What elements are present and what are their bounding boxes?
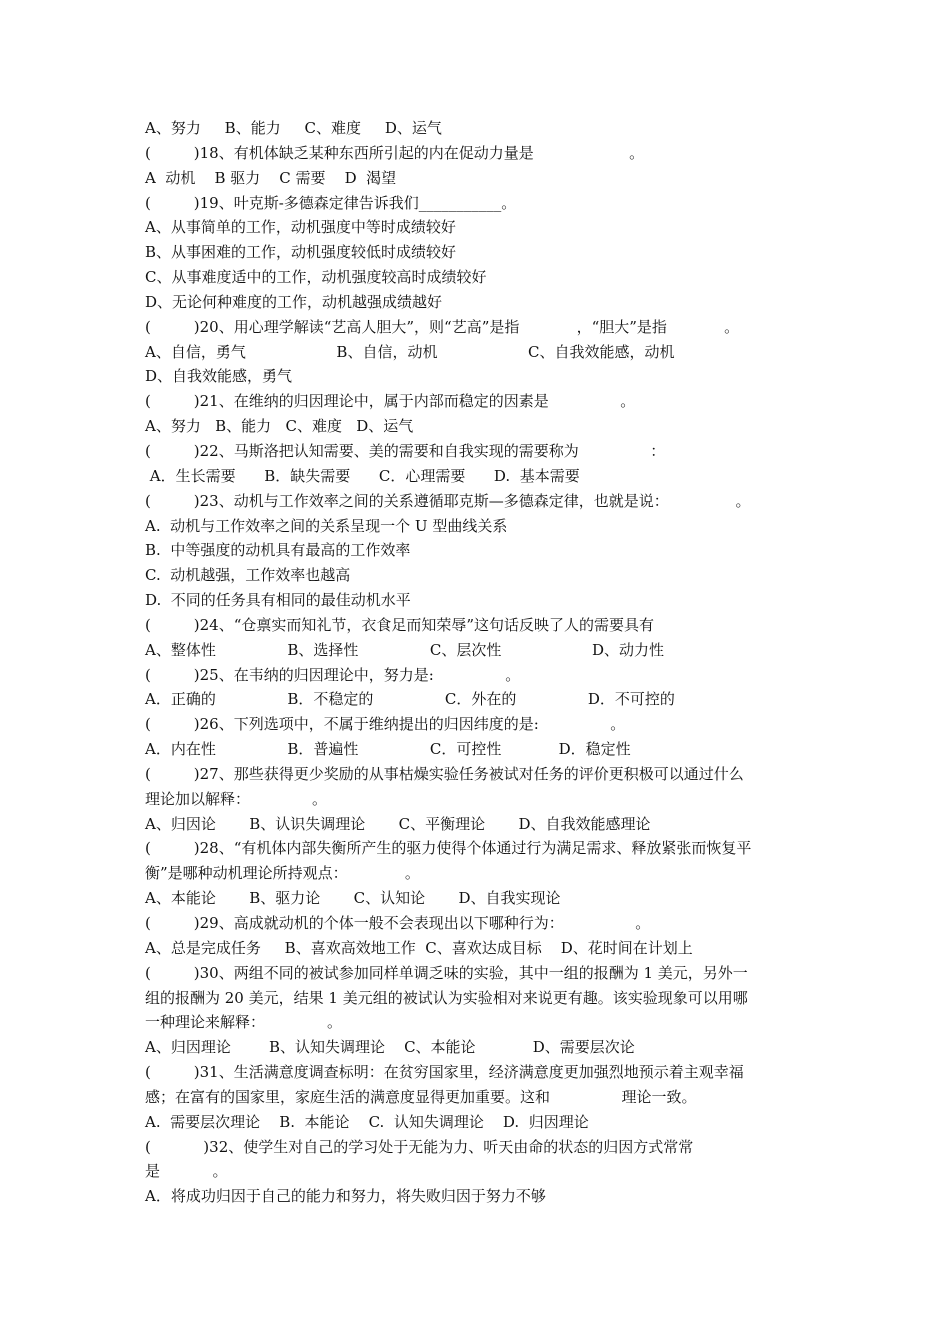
question-32-cont: 是 。 — [145, 1162, 228, 1181]
question-30: ( )30、两组不同的被试参加同样单调乏味的实验，其中一组的报酬为 1 美元，另外一 — [145, 963, 748, 982]
question-27: ( )27、那些获得更少奖励的从事枯燥实验任务被试对任务的评价更积极可以通过什么 — [145, 764, 744, 783]
options-31: A. 需要层次理论 B. 本能论 C. 认知失调理论 D. 归因理论 — [145, 1112, 589, 1131]
option-32-a: A．将成功归因于自己的能力和努力，将失败归因于努力不够 — [145, 1187, 546, 1206]
question-18: ( )18、有机体缺乏某种东西所引起的内在促动力量是 。 — [145, 143, 645, 162]
question-28: ( )28、“有机体内部失衡所产生的驱力使得个体通过行为满足需求、释放紧张而恢复平 — [145, 839, 752, 858]
option-19-a: A、从事简单的工作，动机强度中等时成绩较好 — [145, 218, 456, 237]
option-23-a: A. 动机与工作效率之间的关系呈现一个 U 型曲线关系 — [145, 516, 508, 535]
question-30-cont: 组的报酬为 20 美元，结果 1 美元组的被试认为实验相对来说更有趣。该实验现象可以用哪 — [145, 988, 748, 1007]
options-27: A、归因论 B、认识失调理论 C、平衡理论 D、自我效能感理论 — [145, 814, 651, 833]
question-25: ( )25、在韦纳的归因理论中，努力是: 。 — [145, 665, 521, 684]
option-19-d: D、无论何种难度的工作，动机越强成绩越好 — [145, 292, 443, 311]
options-21: A、努力 B、能力 C、难度 D、运气 — [145, 417, 414, 436]
question-21: ( )21、在维纳的归因理论中，属于内部而稳定的因素是 。 — [145, 392, 636, 411]
question-19: ( )19、叶克斯-多德森定律告诉我们___________。 — [145, 193, 517, 212]
options-20-abc: A、自信，勇气 B、自信，动机 C、自我效能感，动机 — [145, 342, 675, 361]
question-22: ( )22、马斯洛把认知需要、美的需要和自我实现的需要称为 ： — [145, 441, 666, 460]
question-31-cont: 感；在富有的国家里，家庭生活的满意度显得更加重要。这和 理论一致。 — [145, 1087, 697, 1106]
option-23-c: C. 动机越强，工作效率也越高 — [145, 566, 351, 585]
text-line: A、努力 B、能力 C、难度 D、运气 — [145, 119, 442, 137]
options-18: A 动机 B 驱力 C 需要 D 渴望 — [145, 168, 397, 187]
option-19-c: C、从事难度适中的工作，动机强度较高时成绩较好 — [145, 268, 487, 287]
option-23-d: D. 不同的任务具有相同的最佳动机水平 — [145, 591, 411, 610]
options-25: A．正确的 B．不稳定的 C．外在的 D．不可控的 — [145, 690, 675, 709]
question-30-cont2: 一种理论来解释： 。 — [145, 1013, 342, 1032]
option-23-b: B. 中等强度的动机具有最高的工作效率 — [145, 541, 411, 560]
exam-document — [145, 116, 810, 1209]
question-20: ( )20、用心理学解读“艺高人胆大”，则“艺高”是指 ，“胆大”是指 。 — [145, 317, 740, 336]
question-28-cont: 衡”是哪种动机理论所持观点： 。 — [145, 864, 420, 883]
question-23: ( )23、动机与工作效率之间的关系遵循耶克斯—多德森定律，也就是说： 。 — [145, 491, 751, 510]
option-19-b: B、从事困难的工作，动机强度较低时成绩较好 — [145, 243, 457, 262]
question-27-cont: 理论加以解释： 。 — [145, 789, 327, 808]
question-24: ( )24、“仓禀实而知礼节，衣食足而知荣辱”这句话反映了人的需要具有 — [145, 615, 655, 634]
options-24: A、整体性 B、选择性 C、层次性 D、动力性 — [145, 640, 664, 659]
options-22: A．生长需要 B．缺失需要 C．心理需要 D. 基本需要 — [145, 466, 580, 485]
options-28: A、本能论 B、驱力论 C、认知论 D、自我实现论 — [145, 889, 561, 908]
options-29: A、总是完成任务 B、喜欢高效地工作 C、喜欢达成目标 D、花时间在计划上 — [145, 938, 693, 957]
options-26: A．内在性 B．普遍性 C．可控性 D．稳定性 — [145, 740, 631, 759]
question-26: ( )26、下列选项中，不属于维纳提出的归因纬度的是: 。 — [145, 715, 626, 734]
options-30: A、归因理论 B、认知失调理论 C、本能论 D、需要层次论 — [145, 1038, 635, 1057]
question-32: ( )32、使学生对自己的学习处于无能为力、听天由命的状态的归因方式常常 — [145, 1137, 694, 1156]
option-20-d: D、自我效能感，勇气 — [145, 367, 293, 386]
question-29: ( )29、高成就动机的个体一般不会表现出以下哪种行为： 。 — [145, 914, 651, 932]
question-31: ( )31、生活满意度调查标明：在贫穷国家里，经济满意度更加强烈地预示着主观幸福 — [145, 1063, 744, 1082]
